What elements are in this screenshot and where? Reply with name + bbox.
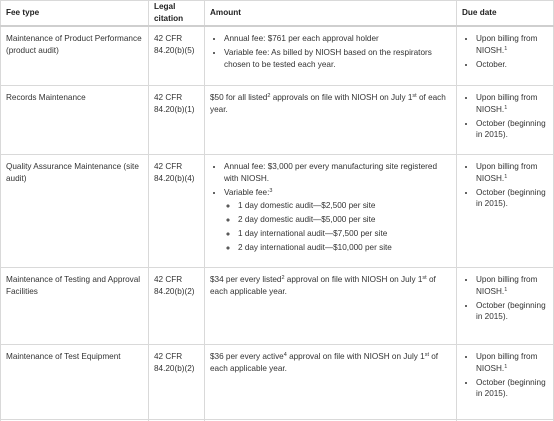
due-date-list <box>462 274 548 324</box>
header-due-date: Due date <box>457 1 554 26</box>
header-fee-type: Fee type <box>1 1 149 26</box>
amount-item: • Annual fee: $761 per each approval holder <box>224 33 451 45</box>
amount-list <box>210 33 451 71</box>
due-date-item: • October. <box>476 59 548 71</box>
footnote-ref: 2 <box>267 92 271 99</box>
table-row <box>1 154 554 267</box>
citation-line: 42 CFR <box>154 33 183 43</box>
footnote-ref: 4 <box>283 351 287 358</box>
header-legal-citation: Legal citation <box>149 1 205 26</box>
due-date-item: • October (beginning in 2015). <box>476 300 548 324</box>
amount-list <box>210 161 451 254</box>
amount-cell: $34 per every listed$^2$ approval on file with NIOSH on July 1st of each applicable year. <box>205 267 457 344</box>
citation-cell <box>149 154 205 267</box>
variable-fee-item: ◦ 2 day international audit—$10,000 per site <box>238 242 451 254</box>
due-date-cell <box>457 26 554 86</box>
footnote-ref: 3 <box>269 187 273 194</box>
citation-line: 84.20(b)(2) <box>154 363 195 373</box>
fee-type-cell: Records Maintenance <box>1 85 149 154</box>
footnote-ref: 1 <box>504 104 508 111</box>
footnote-ref: 1 <box>504 286 508 293</box>
ordinal-suffix: st <box>422 274 427 281</box>
citation-line: 42 CFR <box>154 161 183 171</box>
ordinal-suffix: st <box>412 92 417 99</box>
amount-cell <box>205 154 457 267</box>
due-date-item: • October (beginning in 2015). <box>476 377 548 401</box>
table-header-row <box>1 1 554 26</box>
due-date-list <box>462 92 548 142</box>
citation-cell <box>149 85 205 154</box>
due-date-item: • Upon billing from NIOSH.$^1$ <box>476 161 548 185</box>
citation-line: 84.20(b)(4) <box>154 173 195 183</box>
due-date-cell <box>457 344 554 419</box>
due-date-cell <box>457 85 554 154</box>
footnote-ref: 1 <box>504 363 508 370</box>
due-date-list <box>462 351 548 401</box>
citation-line: 84.20(b)(1) <box>154 104 195 114</box>
citation-cell <box>149 344 205 419</box>
amount-cell <box>205 26 457 86</box>
citation-line: 42 CFR <box>154 274 183 284</box>
due-date-list <box>462 161 548 211</box>
fee-type-cell: Maintenance of Testing and Approval Facilities <box>1 267 149 344</box>
due-date-item: • October (beginning in 2015). <box>476 118 548 142</box>
citation-line: 42 CFR <box>154 351 183 361</box>
variable-fee-item: ◦ 1 day domestic audit—$2,500 per site <box>238 200 451 212</box>
footnote-ref: 1 <box>504 45 508 52</box>
table-row <box>1 85 554 154</box>
amount-cell: $36 per every active$^4$ approval on file with NIOSH on July 1st of each applicable year. <box>205 344 457 419</box>
citation-line: 84.20(b)(5) <box>154 45 195 55</box>
ordinal-suffix: st <box>424 351 429 358</box>
fee-type-cell: Maintenance of Product Performance (product audit) <box>1 26 149 86</box>
fee-type-cell: Maintenance of Test Equipment <box>1 344 149 419</box>
due-date-item: • Upon billing from NIOSH.$^1$ <box>476 274 548 298</box>
amount-item: • Variable fee: As billed by NIOSH based on the respirators chosen to be tested each year. <box>224 47 451 71</box>
table-row <box>1 267 554 344</box>
amount-cell: $50 for all listed$^2$ approvals on file with NIOSH on July 1st of each year. <box>205 85 457 154</box>
citation-cell <box>149 267 205 344</box>
due-date-list <box>462 33 548 71</box>
amount-item: • Variable fee:$^3$ ◦ 1 day domestic audit—$2,500 per site ◦ 2 day domestic audit—$5,000 per site ◦ 1 day international audit—$7,500 per site ◦ 2 day international audit—$10,000 per site <box>224 187 451 254</box>
citation-cell <box>149 26 205 86</box>
due-date-item: • Upon billing from NIOSH.$^1$ <box>476 33 548 57</box>
footnote-ref: 1 <box>504 173 508 180</box>
due-date-item: • Upon billing from NIOSH.$^1$ <box>476 351 548 375</box>
due-date-cell <box>457 154 554 267</box>
due-date-item: • October (beginning in 2015). <box>476 187 548 211</box>
citation-line: 42 CFR <box>154 92 183 102</box>
variable-fee-list <box>224 200 451 254</box>
table-row <box>1 344 554 419</box>
variable-fee-item: ◦ 1 day international audit—$7,500 per site <box>238 228 451 240</box>
variable-fee-item: ◦ 2 day domestic audit—$5,000 per site <box>238 214 451 226</box>
due-date-item: • Upon billing from NIOSH.$^1$ <box>476 92 548 116</box>
due-date-cell <box>457 267 554 344</box>
citation-line: 84.20(b)(2) <box>154 286 195 296</box>
header-amount: Amount <box>205 1 457 26</box>
amount-item: • Annual fee: $3,000 per every manufacturing site registered with NIOSH. <box>224 161 451 185</box>
table-row <box>1 26 554 86</box>
footnote-ref: 2 <box>281 274 285 281</box>
fee-type-cell: Quality Assurance Maintenance (site audit) <box>1 154 149 267</box>
